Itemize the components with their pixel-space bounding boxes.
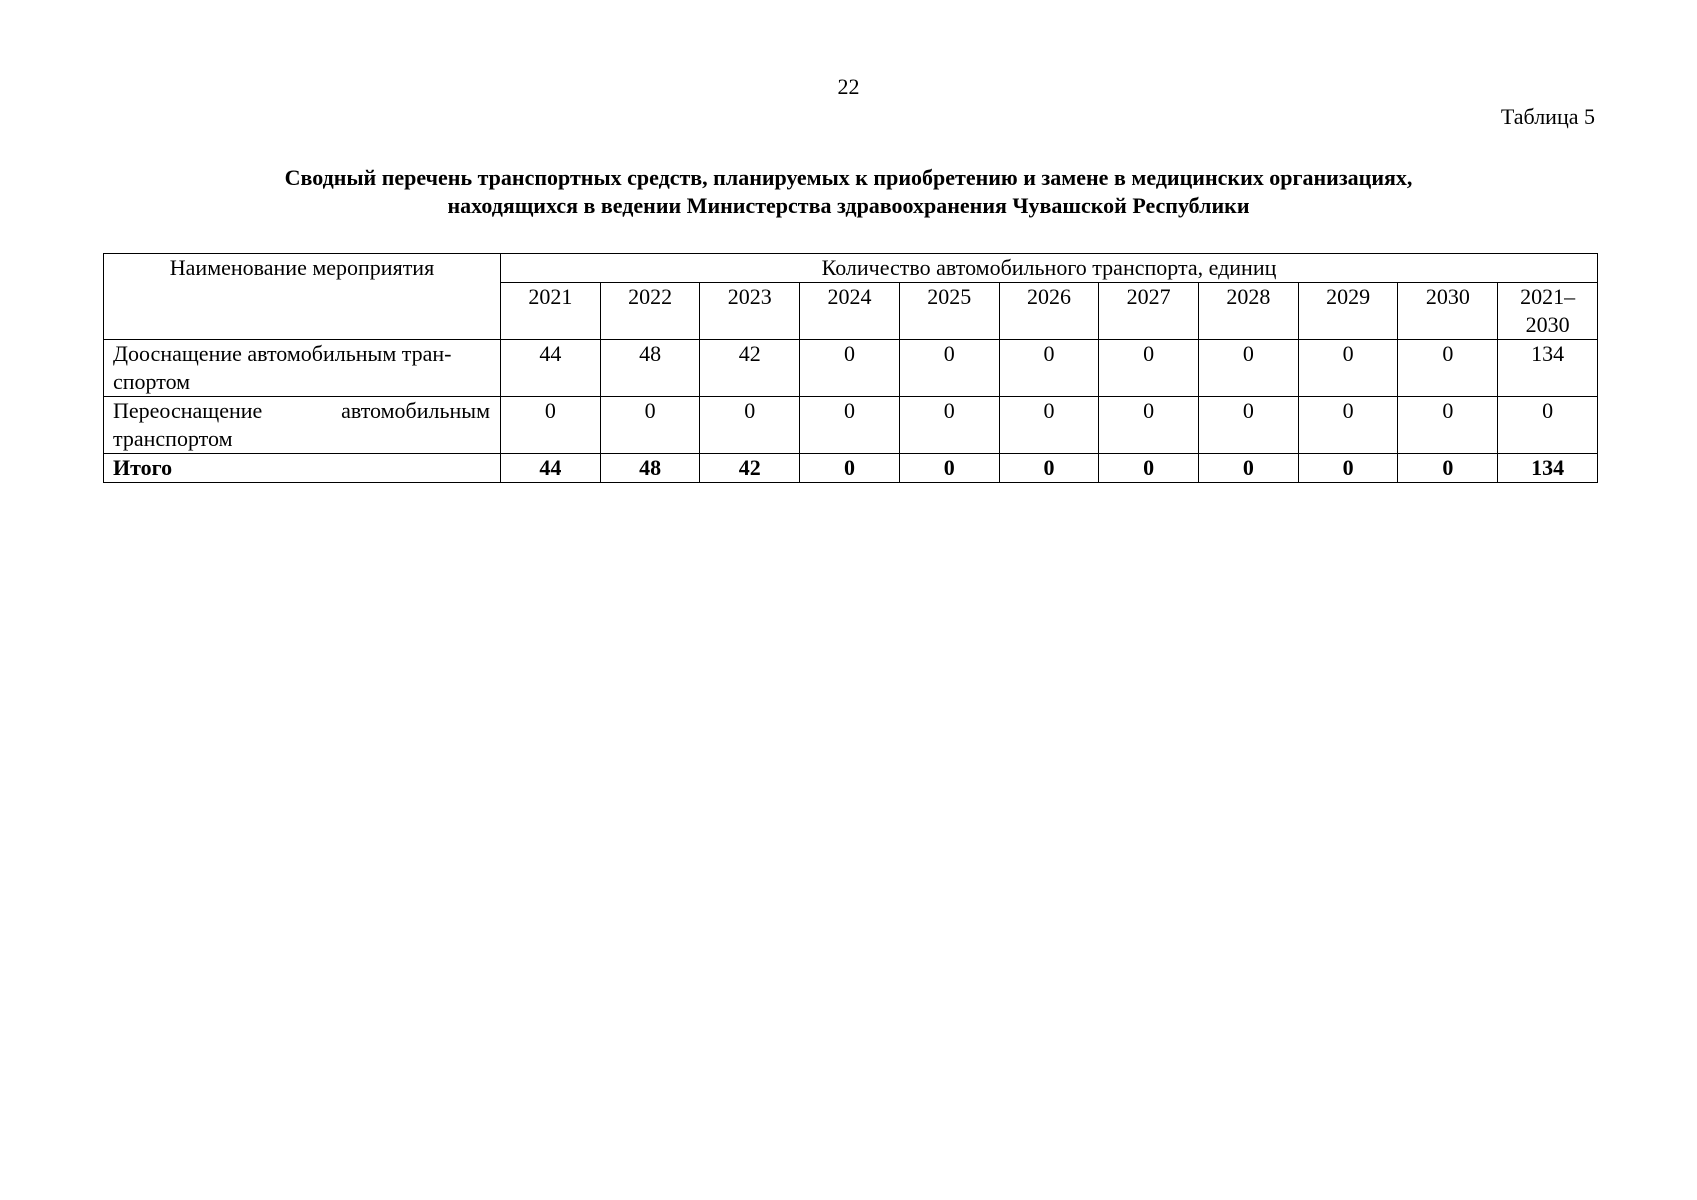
value-cell: 0 [1398,340,1498,397]
value-cell: 134 [1498,340,1598,397]
total-row [104,454,1598,483]
value-cell: 0 [899,340,999,397]
transport-summary-table [103,253,1598,483]
total-value-cell: 44 [501,454,601,483]
year-header-cell: 2021 [501,283,601,340]
year-header-cell: 2021– 2030 [1498,283,1598,340]
value-cell: 42 [700,340,800,397]
year-header-cell: 2022 [600,283,700,340]
value-cell: 0 [1298,340,1398,397]
total-value-cell: 48 [600,454,700,483]
value-cell: 0 [1199,397,1299,454]
value-cell: 0 [501,397,601,454]
table-header-row [104,254,1598,283]
year-header-cell: 2023 [700,283,800,340]
year-header-cell: 2027 [1099,283,1199,340]
value-cell: 0 [1298,397,1398,454]
value-cell: 0 [1099,340,1199,397]
table-body [104,340,1598,483]
value-cell: 44 [501,340,601,397]
total-value-cell: 0 [1199,454,1299,483]
total-value-cell: 0 [1398,454,1498,483]
value-cell: 0 [999,340,1099,397]
table-row [104,340,1598,397]
year-header-cell: 2029 [1298,283,1398,340]
year-header-cell: 2026 [999,283,1099,340]
activity-name-cell: Переоснащение автомобильным транспортом [104,397,501,454]
total-value-cell: 134 [1498,454,1598,483]
value-cell: 0 [800,397,900,454]
total-value-cell: 0 [999,454,1099,483]
value-cell: 0 [800,340,900,397]
value-cell: 0 [899,397,999,454]
total-value-cell: 0 [1298,454,1398,483]
document-title-line-1: Сводный перечень транспортных средств, планируемых к приобретению и замене в медицинских организациях, [284,165,1413,190]
value-cell: 0 [700,397,800,454]
table-label: Таблица 5 [1500,104,1595,129]
total-value-cell: 0 [800,454,900,483]
value-cell: 0 [1099,397,1199,454]
page-number: 22 [837,74,860,99]
value-cell: 48 [600,340,700,397]
total-value-cell: 42 [700,454,800,483]
activity-name-cell: Дооснащение автомобильным тран- спортом [104,340,501,397]
value-cell: 0 [600,397,700,454]
document-title [100,164,1597,220]
total-value-cell: 0 [1099,454,1199,483]
document-title-line-2: находящихся в ведении Министерства здравоохранения Чувашской Республики [447,193,1250,218]
year-header-cell: 2030 [1398,283,1498,340]
table-row [104,397,1598,454]
activity-name-header: Наименование мероприятия [104,254,501,340]
year-header-cell: 2025 [899,283,999,340]
year-header-cell: 2028 [1199,283,1299,340]
total-value-cell: 0 [899,454,999,483]
value-cell: 0 [999,397,1099,454]
vehicle-count-header: Количество автомобильного транспорта, единиц [501,254,1598,283]
value-cell: 0 [1398,397,1498,454]
value-cell: 0 [1498,397,1598,454]
total-label-cell: Итого [104,454,501,483]
value-cell: 0 [1199,340,1299,397]
year-header-cell: 2024 [800,283,900,340]
